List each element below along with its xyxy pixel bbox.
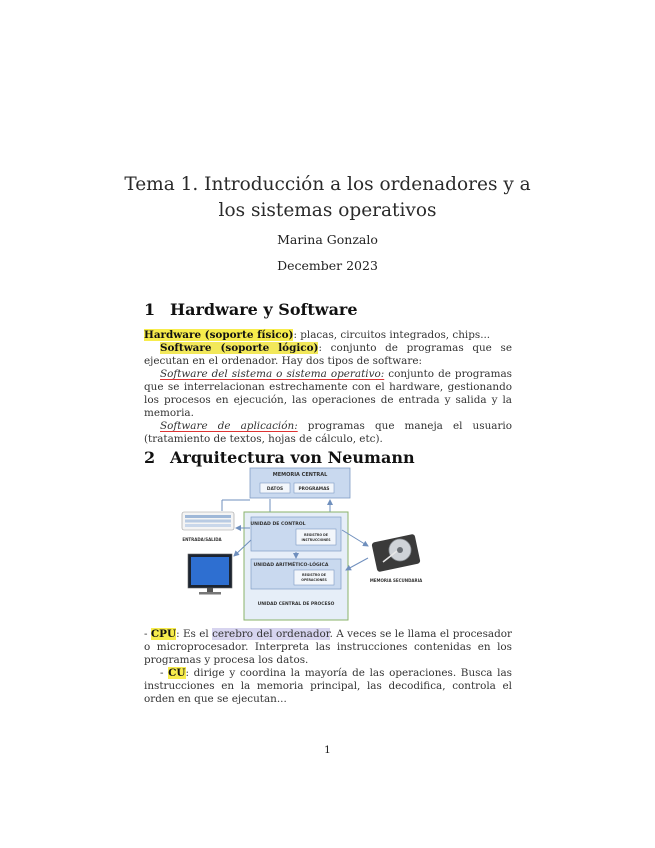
section-heading-2: [144, 448, 415, 467]
cpu-text-1: : Es el: [176, 628, 213, 640]
system-software-paragraph: [144, 368, 512, 420]
section-title: Hardware y Software: [170, 300, 358, 319]
software-term: Software (soporte lógico): [160, 342, 319, 354]
hardware-text: : placas, circuitos integrados, chips...: [293, 329, 491, 341]
programas-label: PROGRAMAS: [298, 487, 330, 492]
hardware-term: Hardware (soporte físico): [144, 329, 294, 341]
cu-text: : dirige y coordina la mayoría de las operaciones. Busca las instrucciones en la memoria principal, las decodifica, controla el orden en que se ejecutan...: [144, 667, 512, 705]
application-software-term: Software de aplicación:: [160, 420, 298, 432]
memoria-secundaria-label: MEMORIA SECUNDARIA: [369, 578, 423, 583]
section-title: Arquitectura von Neumann: [170, 448, 415, 467]
keyboard-icon: [182, 512, 234, 530]
arrow-disk-to-ucp: [346, 558, 368, 570]
software-paragraph: [144, 342, 512, 368]
cpu-highlight: cerebro del ordenador: [212, 628, 330, 640]
registro-instrucciones-label-2: INSTRUCCIONES: [301, 538, 331, 542]
cpu-term: CPU: [150, 628, 177, 640]
document-date: December 2023: [277, 258, 378, 273]
document-title: Tema 1. Introducción a los ordenadores y a los sistemas operativos: [124, 174, 531, 221]
memoria-central-label: MEMORIA CENTRAL: [272, 472, 328, 478]
section-heading-1: [144, 300, 358, 319]
system-software-text: conjunto de programas que se interrelacionan estrechamente con el hardware, gestionando los procesos en ejecución, las operaciones de entrada y salida y la memoria.: [144, 368, 512, 419]
software-text: : conjunto de programas que se ejecutan en el ordenador. Hay dos tipos de software:: [144, 342, 512, 367]
von-neumann-diagram: [178, 466, 434, 622]
alu-label: UNIDAD ARITMÉTICO-LÓGICA: [253, 563, 329, 568]
unidad-control-label: UNIDAD DE CONTROL: [250, 522, 306, 527]
hard-disk-icon: [371, 534, 420, 572]
section2-body: [144, 628, 512, 706]
registro-operaciones-label-1: REGISTRO DE: [301, 573, 327, 577]
cu-prefix: -: [160, 667, 169, 679]
system-software-term: Software del sistema o sistema operativo:: [160, 368, 385, 380]
hardware-paragraph: [144, 329, 512, 342]
registro-instrucciones-box: [296, 529, 336, 545]
application-software-text: programas que maneja el usuario (tratamiento de textos, hojas de cálculo, etc).: [144, 420, 512, 445]
cpu-paragraph: [144, 628, 512, 667]
section-number: 1: [144, 300, 156, 319]
cpu-prefix: -: [144, 628, 151, 640]
application-software-paragraph: [144, 420, 512, 446]
registro-instrucciones-label-1: REGISTRO DE: [303, 533, 329, 537]
page-number: 1: [324, 744, 331, 756]
registro-operaciones-label-2: OPERACIONES: [301, 578, 327, 582]
section-number: 2: [144, 448, 156, 467]
cu-term: CU: [168, 667, 186, 679]
cu-paragraph: [144, 667, 512, 706]
section1-body: [144, 329, 512, 446]
monitor-icon: [188, 554, 232, 595]
ucp-label: UNIDAD CENTRAL DE PROCESO: [257, 602, 335, 607]
entrada-salida-label: ENTRADA/SALIDA: [182, 537, 222, 542]
datos-label: DATOS: [266, 487, 284, 492]
document-author: Marina Gonzalo: [277, 232, 378, 247]
cpu-text-2: . A veces se le llama el procesador o microprocesador. Interpreta las instrucciones contenidas en los programas y procesa los datos.: [144, 628, 512, 666]
